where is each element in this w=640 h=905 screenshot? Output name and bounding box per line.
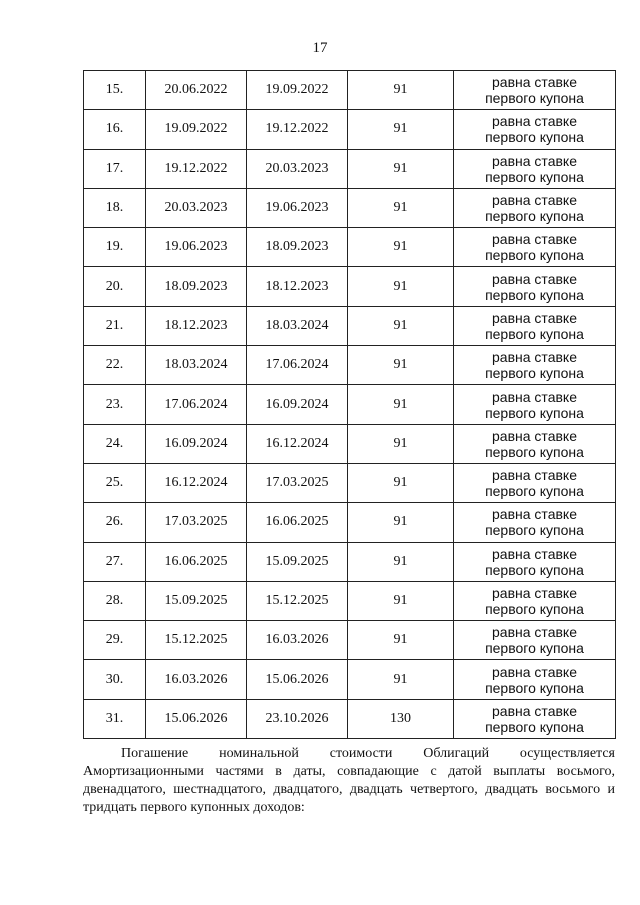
period-days-cell: 130 <box>348 699 454 738</box>
coupon-rate-line2: первого купона <box>485 718 584 735</box>
coupon-rate-line2: первого купона <box>485 601 584 617</box>
period-days-cell: 91 <box>348 110 454 149</box>
start-date-cell: 18.09.2023 <box>146 267 247 306</box>
coupon-number-cell: 19. <box>84 228 146 267</box>
coupon-rate-line1: равна ставке <box>492 663 577 680</box>
end-date-cell: 19.12.2022 <box>247 110 348 149</box>
coupon-rate-cell <box>454 71 616 110</box>
coupon-rate-cell <box>454 306 616 345</box>
table-row <box>84 346 616 385</box>
coupon-rate-cell <box>454 542 616 581</box>
coupon-rate-line2: первого купона <box>485 679 584 696</box>
table-row <box>84 385 616 424</box>
end-date-cell: 16.12.2024 <box>247 424 348 463</box>
coupon-number-cell: 28. <box>84 581 146 620</box>
coupon-rate-cell <box>454 621 616 660</box>
period-days-cell: 91 <box>348 228 454 267</box>
start-date-cell: 20.03.2023 <box>146 188 247 227</box>
coupon-rate-line1: равна ставке <box>492 231 577 248</box>
start-date-cell: 18.12.2023 <box>146 306 247 345</box>
coupon-number-cell: 31. <box>84 699 146 738</box>
coupon-number-cell: 30. <box>84 660 146 699</box>
coupon-rate-line2: первого купона <box>485 561 584 578</box>
table-row <box>84 503 616 542</box>
start-date-cell: 15.12.2025 <box>146 621 247 660</box>
coupon-rate-cell <box>454 228 616 267</box>
redemption-paragraph: Погашение номинальной стоимости Облигаций осуществляется Амортизационными частями в даты, совпадающие с датой выплаты восьмого, двенадцатого, шестнадцатого, двадцатого, двадцать четвертого, двадцать восьмого и тридцать первого купонных доходов: <box>83 746 615 815</box>
table-row <box>84 660 616 699</box>
coupon-rate-cell <box>454 581 616 620</box>
start-date-cell: 17.06.2024 <box>146 385 247 424</box>
start-date-cell: 19.09.2022 <box>146 110 247 149</box>
coupon-rate-line2: первого купона <box>485 365 584 382</box>
coupon-number-cell: 20. <box>84 267 146 306</box>
coupon-schedule-body <box>84 71 616 739</box>
coupon-rate-line1: равна ставке <box>492 624 577 641</box>
table-row <box>84 110 616 149</box>
coupon-rate-line2: первого купона <box>485 404 584 421</box>
table-row <box>84 149 616 188</box>
end-date-cell: 15.06.2026 <box>247 660 348 699</box>
period-days-cell: 91 <box>348 346 454 385</box>
coupon-number-cell: 25. <box>84 463 146 502</box>
coupon-rate-cell <box>454 503 616 542</box>
period-days-cell: 91 <box>348 621 454 660</box>
coupon-rate-cell <box>454 660 616 699</box>
table-row <box>84 424 616 463</box>
coupon-rate-line1: равна ставке <box>492 585 577 601</box>
coupon-rate-cell <box>454 463 616 502</box>
end-date-cell: 16.09.2024 <box>247 385 348 424</box>
coupon-rate-cell <box>454 346 616 385</box>
table-row <box>84 71 616 110</box>
period-days-cell: 91 <box>348 503 454 542</box>
start-date-cell: 17.03.2025 <box>146 503 247 542</box>
coupon-rate-cell <box>454 267 616 306</box>
coupon-rate-line1: равна ставке <box>492 270 577 287</box>
coupon-number-cell: 21. <box>84 306 146 345</box>
coupon-number-cell: 26. <box>84 503 146 542</box>
coupon-rate-line2: первого купона <box>485 168 584 185</box>
period-days-cell: 91 <box>348 424 454 463</box>
coupon-rate-cell <box>454 188 616 227</box>
end-date-cell: 15.12.2025 <box>247 581 348 620</box>
start-date-cell: 19.06.2023 <box>146 228 247 267</box>
page-number: 17 <box>312 40 328 56</box>
table-row <box>84 699 616 738</box>
coupon-number-cell: 18. <box>84 188 146 227</box>
table-row <box>84 581 616 620</box>
end-date-cell: 23.10.2026 <box>247 699 348 738</box>
table-row <box>84 188 616 227</box>
table-row <box>84 267 616 306</box>
coupon-number-cell: 16. <box>84 110 146 149</box>
table-row <box>84 621 616 660</box>
start-date-cell: 16.12.2024 <box>146 463 247 502</box>
coupon-rate-line1: равна ставке <box>492 192 577 209</box>
start-date-cell: 16.06.2025 <box>146 542 247 581</box>
coupon-number-cell: 23. <box>84 385 146 424</box>
coupon-rate-line1: равна ставке <box>492 506 577 523</box>
end-date-cell: 16.06.2025 <box>247 503 348 542</box>
table-row <box>84 306 616 345</box>
period-days-cell: 91 <box>348 581 454 620</box>
start-date-cell: 19.12.2022 <box>146 149 247 188</box>
coupon-rate-line1: равна ставке <box>492 309 577 326</box>
coupon-rate-cell <box>454 424 616 463</box>
coupon-rate-line2: первого купона <box>485 522 584 539</box>
start-date-cell: 15.06.2026 <box>146 699 247 738</box>
end-date-cell: 16.03.2026 <box>247 621 348 660</box>
coupon-number-cell: 17. <box>84 149 146 188</box>
start-date-cell: 16.09.2024 <box>146 424 247 463</box>
coupon-rate-line1: равна ставке <box>492 152 577 169</box>
start-date-cell: 16.03.2026 <box>146 660 247 699</box>
end-date-cell: 19.09.2022 <box>247 71 348 110</box>
end-date-cell: 17.03.2025 <box>247 463 348 502</box>
coupon-rate-line2: первого купона <box>485 286 584 303</box>
coupon-rate-line2: первого купона <box>485 208 584 225</box>
coupon-rate-line2: первого купона <box>485 443 584 460</box>
coupon-number-cell: 27. <box>84 542 146 581</box>
coupon-rate-line1: равна ставке <box>492 74 577 91</box>
end-date-cell: 18.12.2023 <box>247 267 348 306</box>
coupon-rate-cell <box>454 110 616 149</box>
coupon-schedule-table <box>83 70 616 739</box>
coupon-rate-line1: равна ставке <box>492 702 577 719</box>
period-days-cell: 91 <box>348 71 454 110</box>
period-days-cell: 91 <box>348 306 454 345</box>
end-date-cell: 18.09.2023 <box>247 228 348 267</box>
period-days-cell: 91 <box>348 660 454 699</box>
coupon-number-cell: 24. <box>84 424 146 463</box>
period-days-cell: 91 <box>348 463 454 502</box>
period-days-cell: 91 <box>348 149 454 188</box>
coupon-rate-line1: равна ставке <box>492 388 577 405</box>
period-days-cell: 91 <box>348 267 454 306</box>
end-date-cell: 18.03.2024 <box>247 306 348 345</box>
coupon-rate-line1: равна ставке <box>492 349 577 366</box>
table-row <box>84 463 616 502</box>
coupon-number-cell: 15. <box>84 71 146 110</box>
coupon-rate-line2: первого купона <box>485 129 584 146</box>
coupon-rate-cell <box>454 699 616 738</box>
start-date-cell: 15.09.2025 <box>146 581 247 620</box>
table-row <box>84 542 616 581</box>
coupon-rate-line1: равна ставке <box>492 427 577 444</box>
coupon-rate-line1: равна ставке <box>492 467 577 484</box>
coupon-number-cell: 22. <box>84 346 146 385</box>
period-days-cell: 91 <box>348 188 454 227</box>
end-date-cell: 17.06.2024 <box>247 346 348 385</box>
coupon-rate-cell <box>454 385 616 424</box>
end-date-cell: 20.03.2023 <box>247 149 348 188</box>
coupon-rate-line2: первого купона <box>485 640 584 657</box>
coupon-rate-line1: равна ставке <box>492 113 577 130</box>
coupon-rate-line2: первого купона <box>485 247 584 264</box>
coupon-number-cell: 29. <box>84 621 146 660</box>
coupon-rate-line1: равна ставке <box>492 545 577 562</box>
coupon-rate-line2: первого купона <box>485 483 584 500</box>
period-days-cell: 91 <box>348 385 454 424</box>
start-date-cell: 18.03.2024 <box>146 346 247 385</box>
end-date-cell: 15.09.2025 <box>247 542 348 581</box>
start-date-cell: 20.06.2022 <box>146 71 247 110</box>
end-date-cell: 19.06.2023 <box>247 188 348 227</box>
coupon-rate-cell <box>454 149 616 188</box>
period-days-cell: 91 <box>348 542 454 581</box>
coupon-rate-line2: первого купона <box>485 90 584 107</box>
table-row <box>84 228 616 267</box>
coupon-rate-line2: первого купона <box>485 325 584 342</box>
